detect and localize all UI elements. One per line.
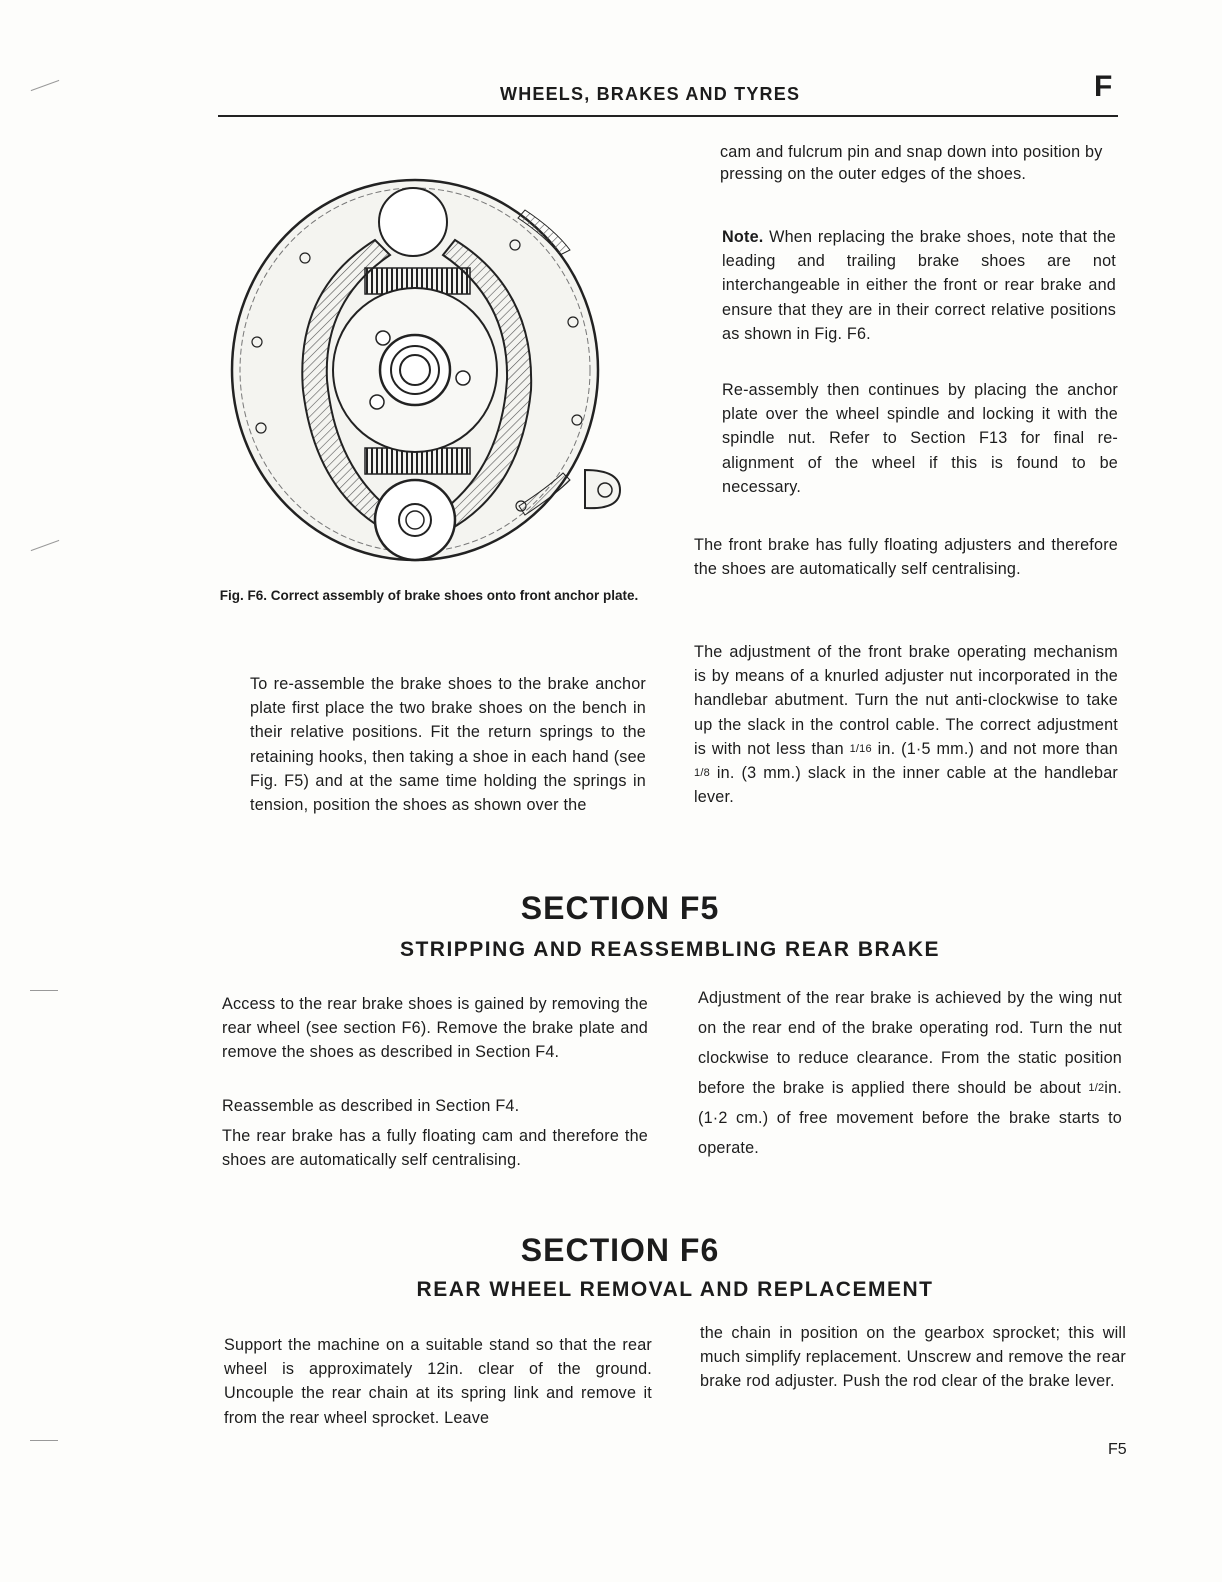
scan-mark: [31, 540, 60, 551]
note-paragraph: [722, 225, 1116, 346]
section-title: STRIPPING AND REASSEMBLING REAR BRAKE: [399, 938, 941, 961]
text-run: in. (1·2 cm.) of free movement before the brake starts to operate.: [698, 1079, 1122, 1157]
fraction: 1/16: [849, 742, 872, 755]
note-lead: Note.: [722, 228, 764, 246]
paragraph: Support the machine on a suitable stand so that the rear wheel is approximately 12in. clear of the ground. Uncouple the rear chain at its spring link and remove it from the rear wheel sprocket. Leave: [224, 1336, 652, 1427]
scan-mark: [31, 80, 60, 91]
text-run: in. (3 mm.) slack in the inner cable at the handlebar lever.: [694, 764, 1118, 807]
paragraph: cam and fulcrum pin and snap down into position by pressing on the outer edges of the shoes.: [720, 143, 1103, 183]
fraction: 1/8: [694, 767, 710, 780]
section-title: REAR WHEEL REMOVAL AND REPLACEMENT: [416, 1278, 934, 1301]
paragraph: The front brake has fully floating adjusters and therefore the shoes are automatically self centralising.: [694, 536, 1118, 579]
figure-caption: Fig. F6. Correct assembly of brake shoes onto front anchor plate.: [219, 588, 639, 603]
adjustment-paragraph: [694, 640, 1118, 809]
paragraph: Re-assembly then continues by placing the anchor plate over the wheel spindle and locking it with the spindle nut. Refer to Section F13 for final re-alignment of the wheel if this is found to be necessary.: [722, 381, 1118, 496]
brake-assembly-illustration: [225, 170, 625, 575]
text-run: The adjustment of the front brake operating mechanism is by means of a knurled adjuster nut incorporated in the handlebar abutment. Turn the nut anti-clockwise to take up the slack in the control cable. The correct adjustment is with not less than: [694, 643, 1118, 758]
fulcrum-pin: [379, 188, 447, 256]
adjustment-paragraph: [698, 983, 1122, 1163]
paragraph: Reassemble as described in Section F4.: [222, 1097, 520, 1115]
brake-figure: [225, 170, 625, 575]
text-run: in. (1·5 mm.) and not more than: [871, 739, 1118, 758]
paragraph: Access to the rear brake shoes is gained by removing the rear wheel (see section F6). Remove the brake plate and remove the shoes as described in Section F4.: [222, 995, 648, 1062]
scan-mark: [30, 1440, 58, 1441]
header-rule: [218, 115, 1118, 117]
note-text: When replacing the brake shoes, note that the leading and trailing brake shoes are not interchangeable in either the front or rear brake and ensure that they are in their correct relative positions as shown in Fig. F6.: [722, 228, 1116, 343]
paragraph: The rear brake has a fully floating cam and therefore the shoes are automatically self centralising.: [222, 1127, 648, 1170]
fraction: 1/2: [1088, 1082, 1105, 1094]
paragraph: To re-assemble the brake shoes to the brake anchor plate first place the two brake shoes on the bench in their relative positions. Fit the return springs to the retaining hooks, then taking a shoe in each hand (see Fig. F5) and at the same time holding the springs in tension, position the shoes as shown over the: [250, 675, 646, 815]
text-run: Adjustment of the rear brake is achieved by the wing nut on the rear end of the brake operating rod. Turn the nut clockwise to reduce clearance. From the static position before the brake is applied there should be about: [698, 989, 1122, 1097]
section-heading: SECTION F5: [520, 890, 720, 926]
page-number: F5: [1108, 1441, 1127, 1458]
section-heading: SECTION F6: [520, 1232, 720, 1268]
paragraph: the chain in position on the gearbox sprocket; this will much simplify replacement. Unscrew and remove the rear brake rod adjuster. Push the rod clear of the brake lever.: [700, 1324, 1126, 1391]
section-letter: F: [1094, 70, 1113, 103]
scan-mark: [30, 990, 58, 991]
running-title: WHEELS, BRAKES AND TYRES: [500, 84, 801, 104]
